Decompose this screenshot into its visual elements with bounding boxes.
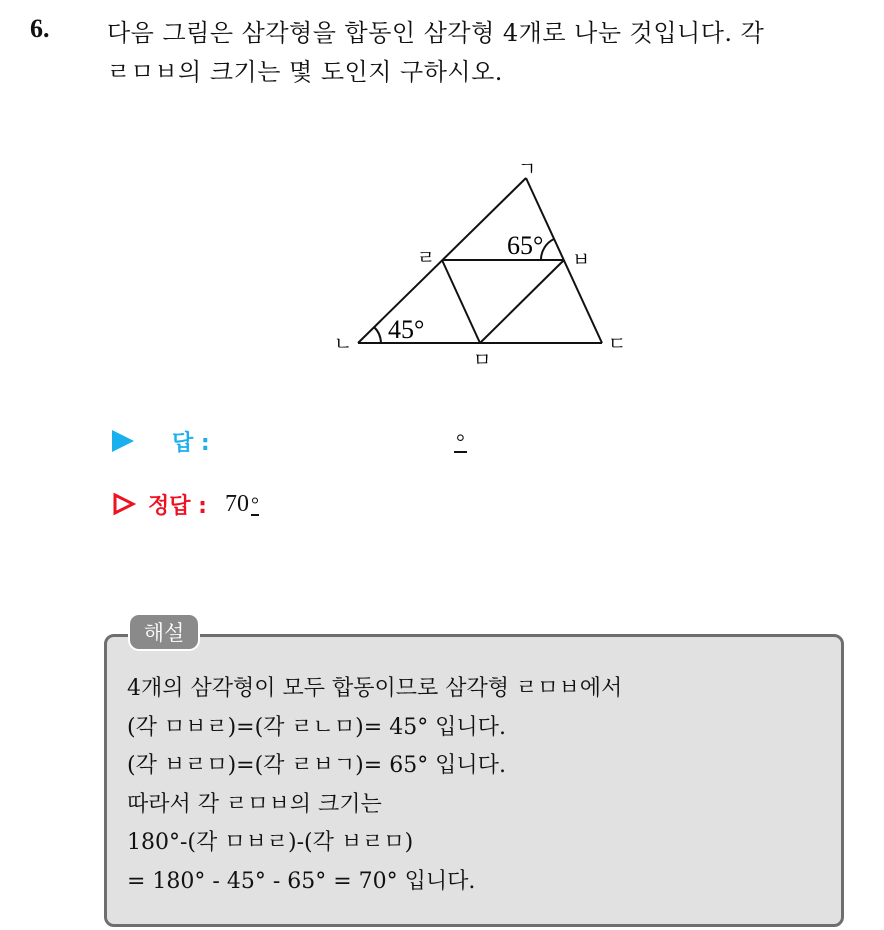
angle-arc-n: [374, 327, 381, 343]
angle-label-n: 45°: [388, 315, 425, 344]
answer-row: [112, 426, 210, 456]
play-icon: [112, 430, 134, 452]
solution-text: [127, 670, 827, 901]
question-line-1: 다음 그림은 삼각형을 합동인 삼각형 4개로 나눈 것입니다. 각: [107, 19, 765, 47]
solution-line-6: = 180° - 45° - 65° = 70° 입니다.: [127, 868, 476, 894]
correct-answer-unit: °: [250, 493, 259, 516]
vertex-label-n: ㄴ: [333, 333, 353, 355]
solution-line-1: 4개의 삼각형이 모두 합동이므로 삼각형 ㄹㅁㅂ에서: [127, 676, 623, 701]
correct-answer-row: [112, 489, 259, 519]
solution-line-2: (각 ㅁㅂㄹ)=(각 ㄹㄴㅁ)= 45° 입니다.: [127, 714, 506, 740]
correct-answer-label: 정답 :: [148, 493, 207, 519]
segment-mb: [480, 260, 564, 343]
answer-blank-unit: °: [456, 429, 465, 454]
correct-answer-number: 70: [224, 490, 249, 517]
answer-blank: [454, 429, 467, 455]
vertex-label-b: ㅂ: [571, 249, 591, 271]
answer-label: 답 :: [172, 430, 210, 456]
vertex-label-m: ㅁ: [472, 349, 492, 371]
solution-line-3: (각 ㅂㄹㅁ)=(각 ㄹㅂㄱ)= 65° 입니다.: [127, 753, 506, 778]
vertex-label-g: ㄱ: [517, 158, 537, 180]
question-number: 6.: [30, 14, 50, 43]
vertex-label-r: ㄹ: [416, 247, 436, 269]
solution-tab: 해설: [128, 613, 200, 651]
play-outline-icon: [112, 492, 136, 516]
solution-line-5: 180°-(각 ㅁㅂㄹ)-(각 ㅂㄹㅁ): [127, 830, 414, 855]
angle-label-b: 65°: [507, 231, 544, 260]
correct-answer-value: [225, 491, 259, 518]
question-line-2: ㄹㅁㅂ의 크기는 몇 도인지 구하시오.: [107, 58, 503, 86]
vertex-label-d: ㄷ: [607, 333, 627, 355]
solution-line-4: 따라서 각 ㄹㅁㅂ의 크기는: [127, 791, 382, 817]
segment-rm: [442, 260, 480, 343]
triangle-figure: [0, 0, 884, 420]
